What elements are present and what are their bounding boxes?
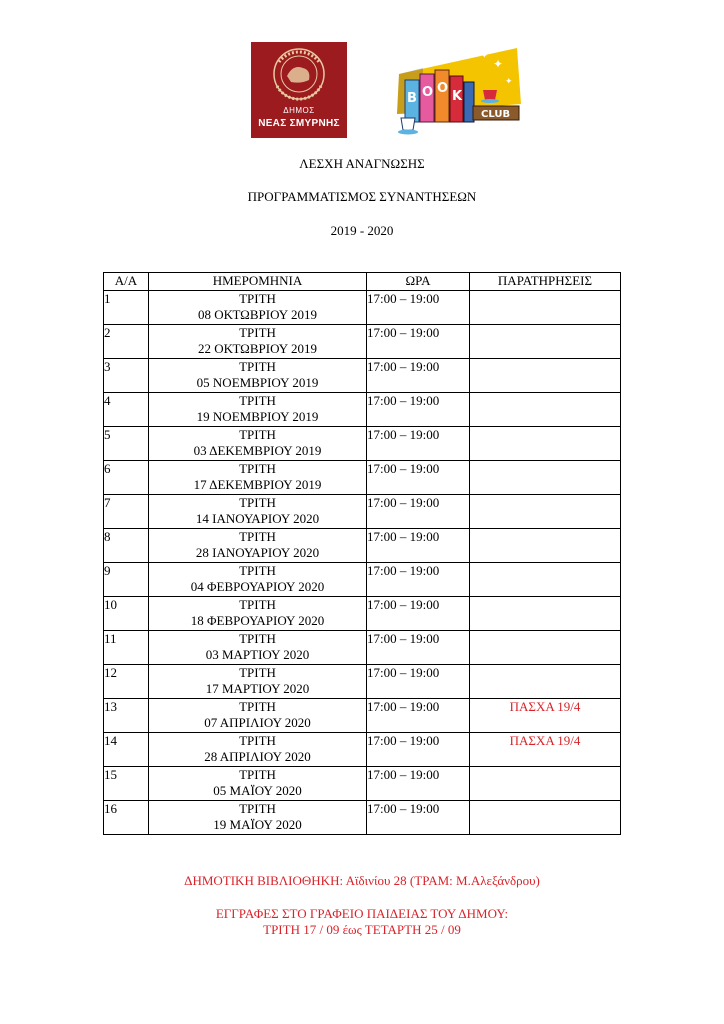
table-row <box>104 665 621 699</box>
row-date: 03 ΜΑΡΤΙΟΥ 2020 <box>205 647 310 662</box>
row-note <box>470 563 621 597</box>
book-letter-o1: O <box>422 85 434 100</box>
row-time: 17:00 – 19:00 <box>367 631 470 665</box>
svg-text:✦: ✦ <box>505 77 513 87</box>
table-row <box>104 427 621 461</box>
row-date-cell <box>149 665 367 699</box>
row-number: 1 <box>104 291 149 325</box>
row-note <box>470 495 621 529</box>
table-row <box>104 597 621 631</box>
row-time: 17:00 – 19:00 <box>367 665 470 699</box>
row-number: 6 <box>104 461 149 495</box>
table-row <box>104 801 621 835</box>
row-note <box>470 359 621 393</box>
row-date: 22 ΟΚΤΩΒΡΙΟΥ 2019 <box>198 341 317 356</box>
row-time: 17:00 – 19:00 <box>367 461 470 495</box>
row-date: 04 ΦΕΒΡΟΥΑΡΙΟΥ 2020 <box>190 579 325 594</box>
row-time: 17:00 – 19:00 <box>367 427 470 461</box>
row-note <box>470 291 621 325</box>
row-time: 17:00 – 19:00 <box>367 325 470 359</box>
row-day: ΤΡΙΤΗ <box>239 631 276 646</box>
row-day: ΤΡΙΤΗ <box>239 699 276 714</box>
row-number: 2 <box>104 325 149 359</box>
row-time: 17:00 – 19:00 <box>367 597 470 631</box>
municipality-name-line2: ΝΕΑΣ ΣΜΥΡΝΗΣ <box>258 118 340 129</box>
book-letter-b: B <box>407 91 417 106</box>
book-letter-o2: O <box>437 81 449 96</box>
table-row <box>104 495 621 529</box>
table-row <box>104 767 621 801</box>
title-line1: ΛΕΣΧΗ ΑΝΑΓΝΩΣΗΣ <box>299 156 425 171</box>
row-number: 11 <box>104 631 149 665</box>
row-number: 5 <box>104 427 149 461</box>
row-note: ΠΑΣΧΑ 19/4 <box>470 733 621 767</box>
row-number: 3 <box>104 359 149 393</box>
row-date: 17 ΔΕΚΕΜΒΡΙΟΥ 2019 <box>193 477 322 492</box>
title-years: 2019 - 2020 <box>330 223 394 238</box>
table-row <box>104 291 621 325</box>
book-letter-k: K <box>452 89 463 104</box>
row-date-cell <box>149 699 367 733</box>
registration-line2: ΤΡΙΤΗ 17 / 09 έως ΤΕΤΑΡΤΗ 25 / 09 <box>263 922 461 937</box>
row-time: 17:00 – 19:00 <box>367 291 470 325</box>
table-row <box>104 461 621 495</box>
row-note <box>470 393 621 427</box>
row-day: ΤΡΙΤΗ <box>239 291 276 306</box>
row-date-cell <box>149 359 367 393</box>
row-time: 17:00 – 19:00 <box>367 393 470 427</box>
row-day: ΤΡΙΤΗ <box>239 733 276 748</box>
row-day: ΤΡΙΤΗ <box>239 495 276 510</box>
row-date-cell <box>149 427 367 461</box>
row-date-cell <box>149 631 367 665</box>
svg-text:✦: ✦ <box>481 51 488 60</box>
row-time: 17:00 – 19:00 <box>367 801 470 835</box>
row-date: 08 ΟΚΤΩΒΡΙΟΥ 2019 <box>198 307 317 322</box>
row-number: 14 <box>104 733 149 767</box>
row-time: 17:00 – 19:00 <box>367 495 470 529</box>
row-date-cell <box>149 767 367 801</box>
row-time: 17:00 – 19:00 <box>367 767 470 801</box>
row-date: 05 ΜΑΪΟΥ 2020 <box>213 783 302 798</box>
row-date-cell <box>149 597 367 631</box>
row-date-cell <box>149 461 367 495</box>
library-address: ΔΗΜΟΤΙΚΗ ΒΙΒΛΙΟΘΗΚΗ: Αϊδινίου 28 (ΤΡΑΜ: Μ.Αλεξάνδρου) <box>184 873 540 888</box>
row-note <box>470 767 621 801</box>
table-row <box>104 563 621 597</box>
row-date-cell <box>149 325 367 359</box>
row-time: 17:00 – 19:00 <box>367 563 470 597</box>
municipality-logo <box>251 42 347 138</box>
registration-line1: ΕΓΓΡΑΦΕΣ ΣΤΟ ΓΡΑΦΕΙΟ ΠΑΙΔΕΙΑΣ ΤΟΥ ΔΗΜΟΥ: <box>215 906 509 921</box>
row-time: 17:00 – 19:00 <box>367 359 470 393</box>
row-date: 05 ΝΟΕΜΒΡΙΟΥ 2019 <box>196 375 319 390</box>
row-date-cell <box>149 733 367 767</box>
row-date-cell <box>149 563 367 597</box>
row-note <box>470 801 621 835</box>
row-number: 13 <box>104 699 149 733</box>
row-date: 19 ΜΑΪΟΥ 2020 <box>213 817 302 832</box>
row-day: ΤΡΙΤΗ <box>239 767 276 782</box>
row-number: 12 <box>104 665 149 699</box>
bookclub-label: CLUB <box>481 109 511 120</box>
row-number: 15 <box>104 767 149 801</box>
row-date: 07 ΑΠΡΙΛΙΟΥ 2020 <box>204 715 311 730</box>
table-row <box>104 699 621 733</box>
row-date: 14 ΙΑΝΟΥΑΡΙΟΥ 2020 <box>195 511 320 526</box>
row-day: ΤΡΙΤΗ <box>239 393 276 408</box>
row-day: ΤΡΙΤΗ <box>239 461 276 476</box>
row-date-cell <box>149 529 367 563</box>
row-date: 19 ΝΟΕΜΒΡΙΟΥ 2019 <box>196 409 319 424</box>
row-date: 28 ΙΑΝΟΥΑΡΙΟΥ 2020 <box>195 545 320 560</box>
table-row <box>104 733 621 767</box>
row-day: ΤΡΙΤΗ <box>239 325 276 340</box>
row-date: 17 ΜΑΡΤΙΟΥ 2020 <box>205 681 310 696</box>
row-day: ΤΡΙΤΗ <box>239 563 276 578</box>
table-row <box>104 393 621 427</box>
row-day: ΤΡΙΤΗ <box>239 427 276 442</box>
row-date: 18 ΦΕΒΡΟΥΑΡΙΟΥ 2020 <box>190 613 325 628</box>
row-day: ΤΡΙΤΗ <box>239 597 276 612</box>
row-note <box>470 631 621 665</box>
row-date-cell <box>149 801 367 835</box>
row-note <box>470 597 621 631</box>
row-date: 03 ΔΕΚΕΜΒΡΙΟΥ 2019 <box>193 443 322 458</box>
row-number: 8 <box>104 529 149 563</box>
row-day: ΤΡΙΤΗ <box>239 665 276 680</box>
row-number: 9 <box>104 563 149 597</box>
table-row <box>104 529 621 563</box>
row-day: ΤΡΙΤΗ <box>239 529 276 544</box>
row-day: ΤΡΙΤΗ <box>239 359 276 374</box>
row-date-cell <box>149 495 367 529</box>
row-number: 16 <box>104 801 149 835</box>
row-day: ΤΡΙΤΗ <box>239 801 276 816</box>
row-time: 17:00 – 19:00 <box>367 699 470 733</box>
table-row <box>104 359 621 393</box>
title-line2: ΠΡΟΓΡΑΜΜΑΤΙΣΜΟΣ ΣΥΝΑΝΤΗΣΕΩΝ <box>247 189 477 204</box>
row-number: 10 <box>104 597 149 631</box>
row-note <box>470 461 621 495</box>
col-header-aa: Α/Α <box>104 273 149 291</box>
row-note <box>470 665 621 699</box>
col-header-notes: ΠΑΡΑΤΗΡΗΣΕΙΣ <box>470 273 621 291</box>
row-date-cell <box>149 393 367 427</box>
row-time: 17:00 – 19:00 <box>367 733 470 767</box>
municipality-name-line1: ΔΗΜΟΣ <box>283 106 315 115</box>
schedule-table <box>103 272 621 835</box>
row-time: 17:00 – 19:00 <box>367 529 470 563</box>
row-note: ΠΑΣΧΑ 19/4 <box>470 699 621 733</box>
table-row <box>104 325 621 359</box>
row-note <box>470 325 621 359</box>
row-note <box>470 529 621 563</box>
table-row <box>104 631 621 665</box>
row-note <box>470 427 621 461</box>
row-date-cell <box>149 291 367 325</box>
bookclub-logo <box>393 44 523 136</box>
col-header-date: ΗΜΕΡΟΜΗΝΙΑ <box>149 273 367 291</box>
col-header-time: ΩΡΑ <box>367 273 470 291</box>
svg-text:✦: ✦ <box>493 57 504 71</box>
row-number: 4 <box>104 393 149 427</box>
table-header-row <box>104 273 621 291</box>
bookclub-books-icon <box>393 44 523 136</box>
schedule-body <box>104 291 621 835</box>
row-date: 28 ΑΠΡΙΛΙΟΥ 2020 <box>204 749 311 764</box>
row-number: 7 <box>104 495 149 529</box>
